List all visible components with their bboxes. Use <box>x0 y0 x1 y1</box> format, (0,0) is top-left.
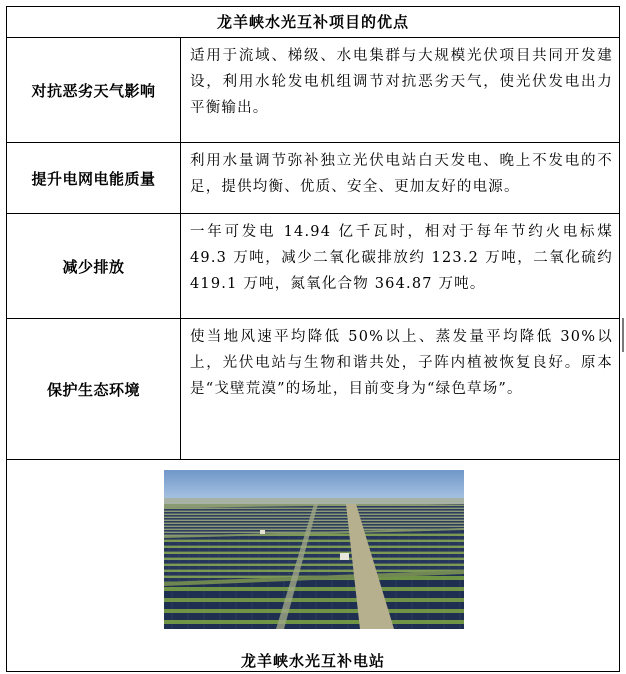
advantages-table <box>6 6 620 672</box>
table-row <box>7 319 619 460</box>
scroll-indicator <box>622 318 624 352</box>
row-label: 减少排放 <box>7 214 181 318</box>
table-title: 龙羊峡水光互补项目的优点 <box>7 7 619 38</box>
table-row <box>7 38 619 143</box>
solar-station-photo <box>164 470 464 629</box>
row-label: 提升电网电能质量 <box>7 143 181 213</box>
photo-caption: 龙羊峡水光互补电站 <box>240 652 385 670</box>
row-content: 使当地风速平均降低 50%以上、蒸发量平均降低 30%以上，光伏电站与生物和谐共处，子阵内植被恢复良好。原本是“戈壁荒漠”的场址，目前变身为“绿色草场”。 <box>190 329 613 397</box>
table-row <box>7 143 619 214</box>
row-content: 适用于流域、梯级、水电集群与大规模光伏项目共同开发建设，利用水轮发电机组调节对抗恶劣天气，使光伏发电出力平衡输出。 <box>190 48 613 116</box>
table-row <box>7 214 619 319</box>
row-label: 保护生态环境 <box>7 319 181 459</box>
row-label: 对抗恶劣天气影响 <box>7 38 181 142</box>
row-content: 一年可发电 14.94 亿千瓦时，相对于每年节约火电标煤 49.3 万吨，减少二氧化碳排放约 123.2 万吨，二氧化硫约 419.1 万吨，氮氧化合物 364.87 万吨。 <box>190 224 613 292</box>
row-content: 利用水量调节弥补独立光伏电站白天发电、晚上不发电的不足，提供均衡、优质、安全、更加友好的电源。 <box>190 153 613 195</box>
photo-cell <box>7 460 619 671</box>
